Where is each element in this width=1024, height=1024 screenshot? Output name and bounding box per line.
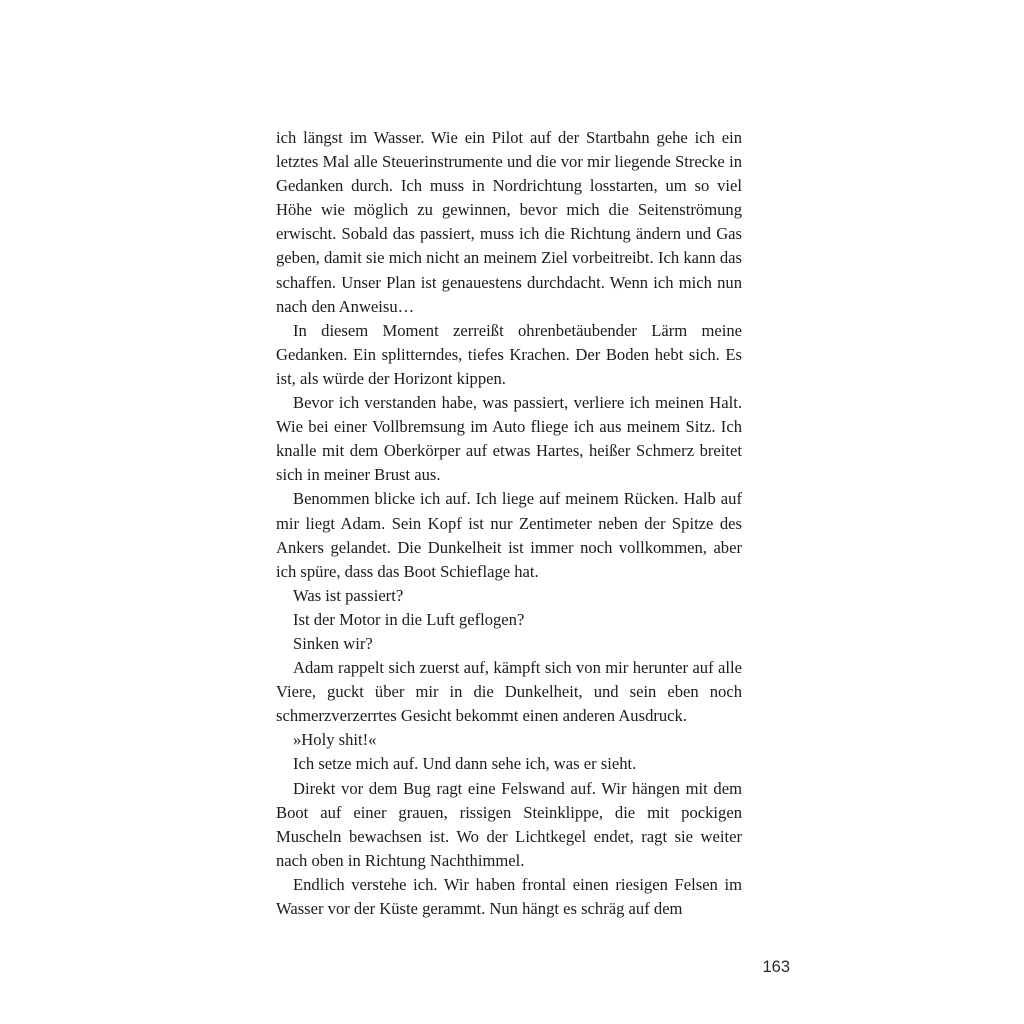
paragraph: Sinken wir? [293, 633, 373, 653]
paragraph: Ist der Motor in die Luft geflogen? [293, 609, 525, 629]
body-text [276, 126, 742, 921]
paragraph: Ich setze mich auf. Und dann sehe ich, was er sieht. [293, 754, 637, 774]
paragraph: Adam rappelt sich zuerst auf, kämpft sich von mir herunter auf alle Viere, guckt über mir in die Dunkelheit, und sein eben noch schmerzverzerrtes Gesicht bekommt einen anderen Ausdruck. [276, 658, 742, 726]
paragraph: In diesem Moment zerreißt ohrenbetäubender Lärm meine Gedanken. Ein splitterndes, tiefes Krachen. Der Boden hebt sich. Es ist, als würde der Horizont kippen. [276, 320, 742, 388]
paragraph: Direkt vor dem Bug ragt eine Felswand auf. Wir hängen mit dem Boot auf einer grauen, rissigen Steinklippe, die mit pockigen Muscheln bewachsen ist. Wo der Lichtkegel endet, ragt sie weiter nach oben in Richtung Nachthimmel. [276, 778, 742, 870]
page-number: 163 [762, 958, 790, 976]
paragraph: »Holy shit!« [293, 730, 377, 750]
paragraph: ich längst im Wasser. Wie ein Pilot auf der Startbahn gehe ich ein letztes Mal alle Steuerinstrumente und die vor mir liegende Strecke in Gedanken durch. Ich muss in Nordrichtung losstarten, um so viel Höhe wie möglich zu gewinnen, bevor mich die Seitenströmung erwischt. Sobald das passiert, muss ich die Richtung ändern und Gas geben, damit sie mich nicht an meinem Ziel vorbeitreibt. Ich kann das schaffen. Unser Plan ist genauestens durchdacht. Wenn ich mich nun nach den Anweisu… [276, 128, 742, 316]
paragraph: Was ist passiert? [293, 585, 404, 605]
paragraph: Endlich verstehe ich. Wir haben frontal einen riesigen Felsen im Wasser vor der Küste gerammt. Nun hängt es schräg auf dem [276, 874, 742, 918]
paragraph: Bevor ich verstanden habe, was passiert, verliere ich meinen Halt. Wie bei einer Vollbremsung im Auto fliege ich aus meinem Sitz. Ich knalle mit dem Oberkörper auf etwas Hartes, heißer Schmerz breitet sich in meiner Brust aus. [276, 393, 742, 485]
paragraph: Benommen blicke ich auf. Ich liege auf meinem Rücken. Halb auf mir liegt Adam. Sein Kopf ist nur Zentimeter neben der Spitze des Ankers gelandet. Die Dunkelheit ist immer noch vollkommen, aber ich spüre, dass das Boot Schieflage hat. [276, 489, 742, 581]
